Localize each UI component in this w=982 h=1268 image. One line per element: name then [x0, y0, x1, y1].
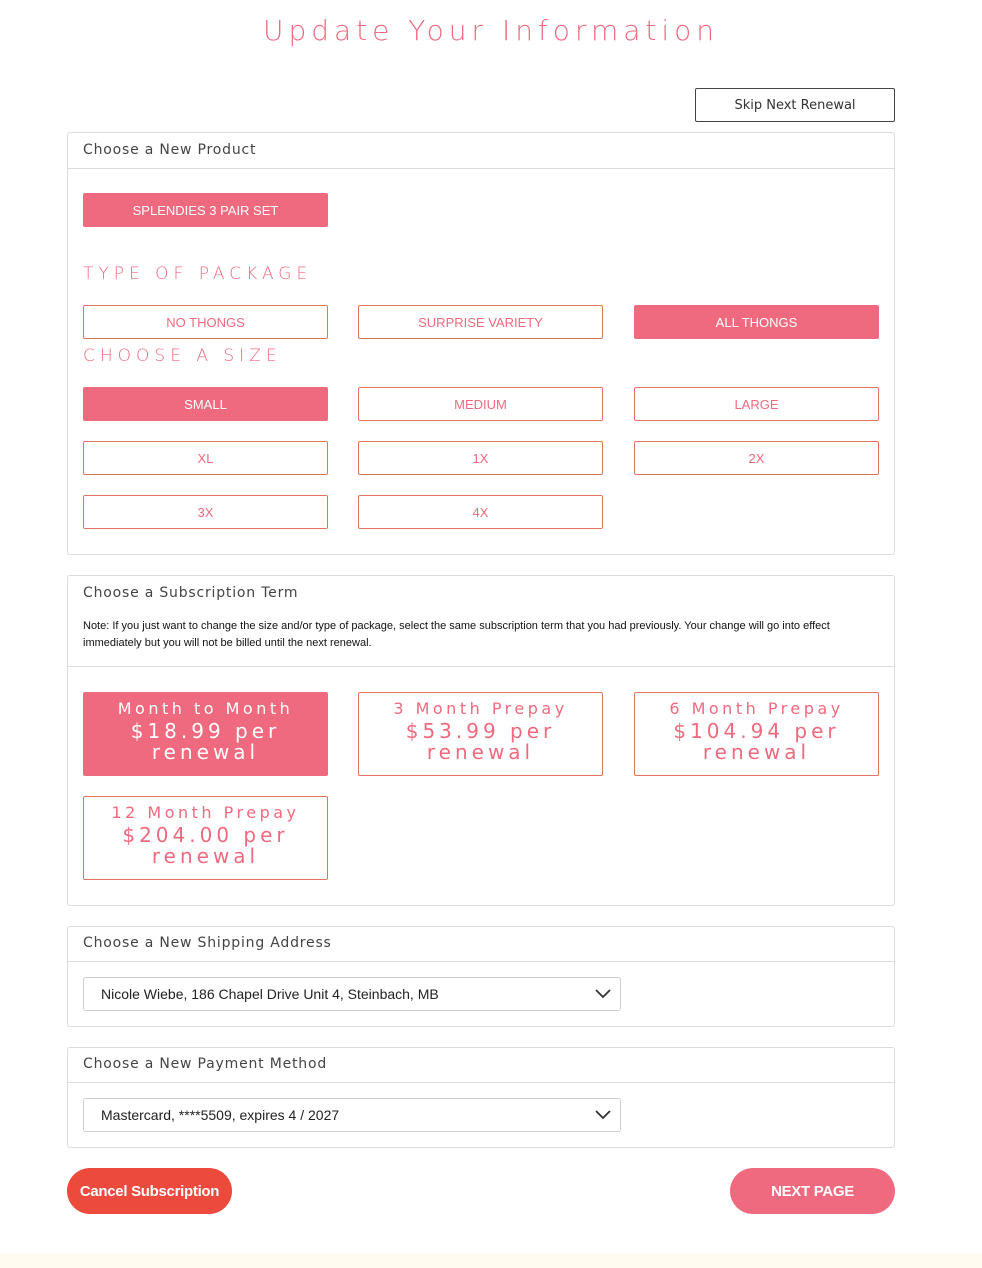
size-option-2x[interactable]: 2X	[634, 441, 879, 475]
term-name: Month to Month	[117, 699, 294, 718]
footer-strip	[0, 1254, 982, 1268]
subscription-panel	[67, 575, 895, 906]
term-option-12-month-prepay[interactable]	[83, 796, 328, 880]
size-option-small[interactable]: SMALL	[83, 387, 328, 421]
package-option-no-thongs[interactable]: NO THONGS	[83, 305, 328, 339]
payment-method-value: Mastercard, ****5509, expires 4 / 2027	[101, 1107, 340, 1123]
payment-method-select[interactable]	[83, 1098, 621, 1132]
term-price: $18.99 per renewal	[130, 719, 281, 764]
package-option-all-thongs[interactable]: ALL THONGS	[634, 305, 879, 339]
page-title: Update Your Information	[262, 14, 720, 47]
package-option-surprise-variety[interactable]: SURPRISE VARIETY	[358, 305, 603, 339]
subscription-note: Note: If you just want to change the size and/or type of package, select the same subscription term that you had previously. Your change will go into effect immediately but you will not be billed until the next renewal.	[83, 620, 830, 649]
size-option-3x[interactable]: 3X	[83, 495, 328, 529]
subscription-panel-header	[68, 576, 894, 667]
size-option-1x[interactable]: 1X	[358, 441, 603, 475]
size-option-4x[interactable]: 4X	[358, 495, 603, 529]
payment-panel	[67, 1047, 895, 1148]
shipping-panel-heading: Choose a New Shipping Address	[68, 927, 894, 962]
chevron-down-icon	[594, 987, 612, 1001]
next-page-button[interactable]: NEXT PAGE	[730, 1168, 895, 1214]
payment-panel-heading: Choose a New Payment Method	[68, 1048, 894, 1083]
term-name: 12 Month Prepay	[111, 803, 300, 822]
shipping-address-select[interactable]	[83, 977, 621, 1011]
term-price: $53.99 per renewal	[405, 719, 556, 764]
product-panel	[67, 132, 895, 555]
skip-next-renewal-button[interactable]: Skip Next Renewal	[695, 88, 895, 122]
size-option-large[interactable]: LARGE	[634, 387, 879, 421]
package-type-label: TYPE OF PACKAGE	[83, 264, 313, 284]
size-label: CHOOSE A SIZE	[83, 346, 282, 366]
size-option-xl[interactable]: XL	[83, 441, 328, 475]
term-price: $104.94 per renewal	[673, 719, 840, 764]
term-option-3-month-prepay[interactable]	[358, 692, 603, 776]
shipping-address-value: Nicole Wiebe, 186 Chapel Drive Unit 4, Steinbach, MB	[101, 986, 439, 1002]
cancel-subscription-button[interactable]: Cancel Subscription	[67, 1168, 232, 1214]
term-price: $204.00 per renewal	[122, 823, 289, 868]
subscription-panel-heading: Choose a Subscription Term	[83, 585, 299, 601]
term-name: 6 Month Prepay	[669, 699, 844, 718]
shipping-panel	[67, 926, 895, 1027]
term-option-month-to-month[interactable]	[83, 692, 328, 776]
product-option-splendies-3-pair-set[interactable]: SPLENDIES 3 PAIR SET	[83, 193, 328, 227]
term-option-6-month-prepay[interactable]	[634, 692, 879, 776]
product-panel-heading: Choose a New Product	[68, 133, 894, 169]
size-option-medium[interactable]: MEDIUM	[358, 387, 603, 421]
term-name: 3 Month Prepay	[393, 699, 568, 718]
chevron-down-icon	[594, 1108, 612, 1122]
